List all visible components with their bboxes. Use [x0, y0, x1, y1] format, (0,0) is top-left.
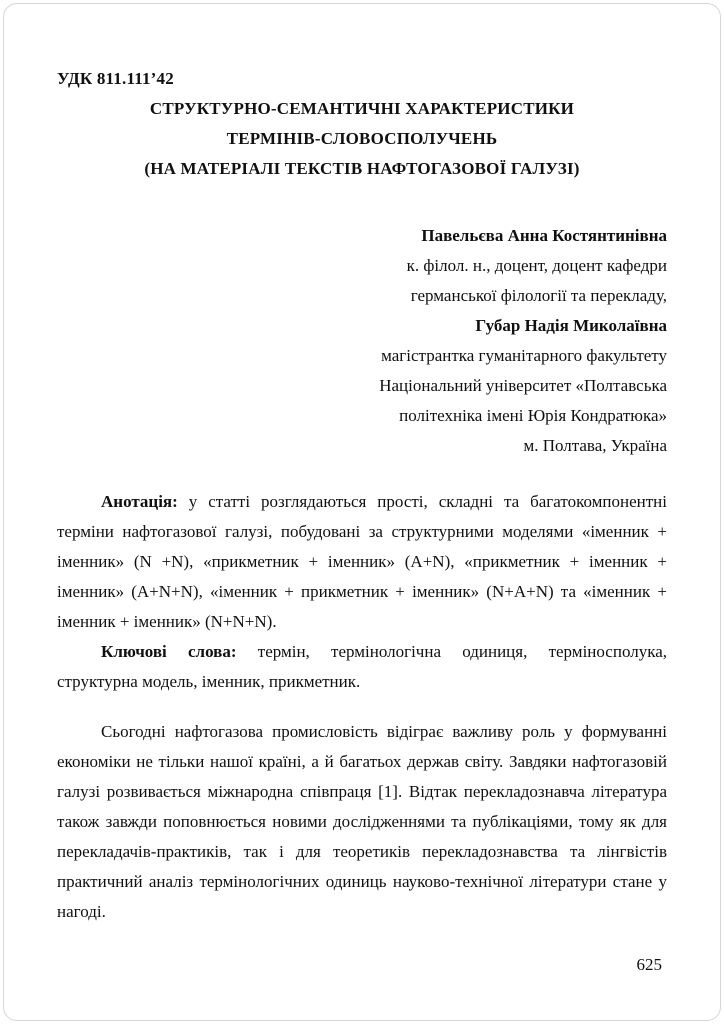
- article-title-line-3: (НА МАТЕРІАЛІ ТЕКСТІВ НАФТОГАЗОВОЇ ГАЛУЗІ): [144, 159, 580, 178]
- author-location-line: м. Полтава, Україна: [523, 436, 667, 455]
- keywords-label: Ключові слова:: [101, 642, 237, 661]
- keywords-text: термін, термінологічна одиниця, терміносполука, структурна модель, іменник, прикметник.: [57, 642, 668, 691]
- udc-code: УДК 811.111’42: [57, 69, 174, 88]
- body-paragraph-1: Сьогодні нафтогазова промисловість відіграє важливу роль у формуванні економіки не тільки нашої країні, а й багатьох держав світу. Завдяки нафтогазовій галузі розвивається міжнародна співпраця [1]. Відтак перекладознавча література також завжди поповнюється новими дослідженнями та публікаціями, тому як для перекладачів-практиків, так і для теоретиків перекладознавства та лінгвістів практичний аналіз термінологічних одиниць науково-технічної літератури стане у нагоді.: [57, 722, 667, 921]
- author-name-1: Павельєва Анна Костянтинівна: [421, 226, 667, 245]
- author-department-line: германської філології та перекладу,: [410, 286, 667, 305]
- article-title-line-2: ТЕРМІНІВ-СЛОВОСПОЛУЧЕНЬ: [226, 129, 498, 148]
- keywords-paragraph: [57, 637, 667, 697]
- page-number: 625: [636, 955, 662, 974]
- author-status-line: магістрантка гуманітарного факультету: [381, 346, 667, 365]
- article-title-line-1: СТРУКТУРНО-СЕМАНТИЧНІ ХАРАКТЕРИСТИКИ: [149, 99, 575, 118]
- university-name-line-1: Національний університет «Полтавська: [379, 376, 667, 395]
- authors-block: [57, 221, 667, 461]
- abstract-text: у статті розглядаються прості, складні та багатокомпонентні терміни нафтогазової галузі, побудовані за структурними моделями «іменник + іменник» (N +N), «прикметник + іменник» (A+N), «прикметник + іменник + іменник» (A+N+N), «іменник + прикметник + іменник» (N+A+N) та «іменник + іменник + іменник» (N+N+N).: [57, 492, 667, 631]
- author-name-2: Губар Надія Миколаївна: [475, 316, 667, 335]
- abstract-paragraph: [57, 487, 667, 637]
- abstract-label: Анотація:: [101, 492, 178, 511]
- page-content: [57, 64, 667, 927]
- author-credentials-line: к. філол. н., доцент, доцент кафедри: [406, 256, 667, 275]
- university-name-line-2: політехніка імені Юрія Кондратюка»: [399, 406, 667, 425]
- article-title: [57, 94, 667, 184]
